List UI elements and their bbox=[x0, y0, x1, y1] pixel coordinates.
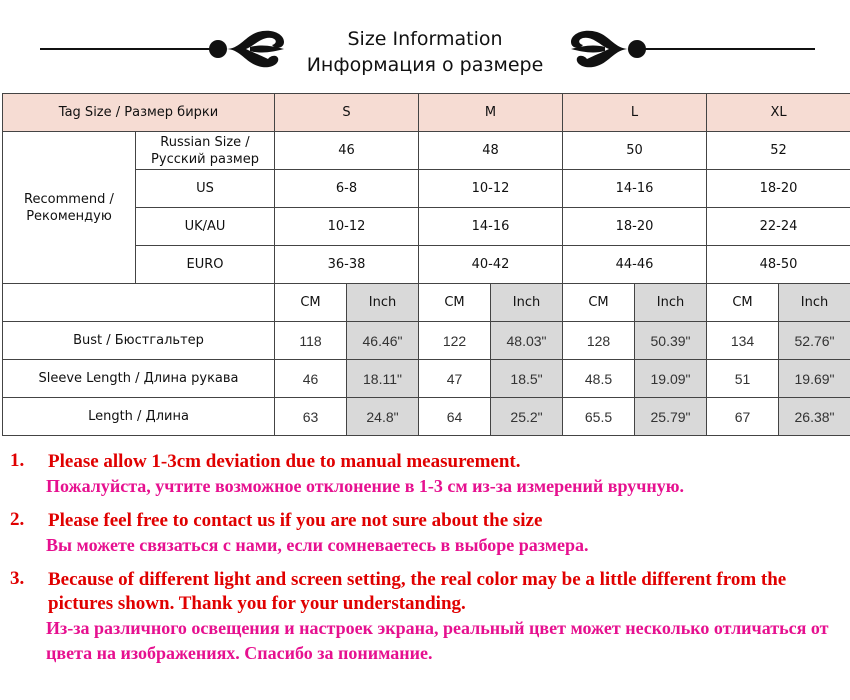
table-cell: 14-16 bbox=[419, 208, 563, 246]
table-cell: 18.5" bbox=[491, 360, 563, 398]
table-cell: 25.2" bbox=[491, 398, 563, 436]
table-cell: 18-20 bbox=[707, 170, 850, 208]
table-cell: 36-38 bbox=[275, 246, 419, 284]
table-cell: 6-8 bbox=[275, 170, 419, 208]
note-ru: Из-за различного освещения и настроек экрана, реальный цвет может несколько отличаться от цвета на изображениях. Спасибо за понимание. bbox=[46, 618, 829, 663]
tag-size-row bbox=[3, 94, 850, 132]
unit-cm: CM bbox=[563, 284, 635, 322]
table-cell: 14-16 bbox=[563, 170, 707, 208]
note-en: Please feel free to contact us if you are not sure about the size bbox=[48, 510, 543, 531]
size-xl: XL bbox=[707, 94, 850, 132]
unit-cm: CM bbox=[275, 284, 347, 322]
sleeve-label: Sleeve Length / Длина рукава bbox=[3, 360, 275, 398]
table-cell: 46.46" bbox=[347, 322, 419, 360]
table-cell: 52 bbox=[707, 132, 850, 170]
us-label: US bbox=[136, 170, 275, 208]
size-s: S bbox=[275, 94, 419, 132]
table-cell: 50.39" bbox=[635, 322, 707, 360]
length-label: Length / Длина bbox=[3, 398, 275, 436]
table-cell: 48.03" bbox=[491, 322, 563, 360]
table-cell: 65.5 bbox=[563, 398, 635, 436]
size-table bbox=[2, 93, 850, 436]
unit-inch: Inch bbox=[347, 284, 419, 322]
table-cell: 52.76" bbox=[779, 322, 850, 360]
table-cell: 46 bbox=[275, 360, 347, 398]
length-row bbox=[3, 398, 850, 436]
russian-size-label: Russian Size / Русский размер bbox=[136, 132, 275, 170]
table-cell: 18.11" bbox=[347, 360, 419, 398]
table-cell: 128 bbox=[563, 322, 635, 360]
euro-label: EURO bbox=[136, 246, 275, 284]
note-number: 2. bbox=[10, 509, 25, 530]
note-number: 3. bbox=[10, 568, 25, 589]
unit-inch: Inch bbox=[491, 284, 563, 322]
note-en: Because of different light and screen setting, the real color may be a little different from the pictures shown. Thank you for your understanding. bbox=[48, 569, 787, 614]
table-cell: 134 bbox=[707, 322, 779, 360]
table-cell: 19.09" bbox=[635, 360, 707, 398]
title-en: Size Information bbox=[347, 28, 503, 50]
note-2 bbox=[10, 509, 845, 558]
table-cell: 67 bbox=[707, 398, 779, 436]
table-cell: 63 bbox=[275, 398, 347, 436]
note-1 bbox=[10, 450, 845, 499]
sleeve-row bbox=[3, 360, 850, 398]
ornament-right-icon bbox=[555, 18, 815, 74]
table-cell: 10-12 bbox=[419, 170, 563, 208]
table-cell: 18-20 bbox=[563, 208, 707, 246]
table-cell: 48 bbox=[419, 132, 563, 170]
header bbox=[0, 0, 850, 88]
title-block bbox=[295, 26, 555, 78]
bust-row bbox=[3, 322, 850, 360]
note-ru: Вы можете связаться с нами, если сомневаетесь в выборе размера. bbox=[46, 535, 589, 555]
table-cell: 48-50 bbox=[707, 246, 850, 284]
table-cell: 24.8" bbox=[347, 398, 419, 436]
unit-cm: CM bbox=[707, 284, 779, 322]
table-cell: 50 bbox=[563, 132, 707, 170]
unit-cm: CM bbox=[419, 284, 491, 322]
table-cell: 10-12 bbox=[275, 208, 419, 246]
table-cell: 22-24 bbox=[707, 208, 850, 246]
table-cell: 47 bbox=[419, 360, 491, 398]
unit-inch: Inch bbox=[635, 284, 707, 322]
table-cell: 26.38" bbox=[779, 398, 850, 436]
unit-header-blank bbox=[3, 284, 275, 322]
bust-label: Bust / Бюстгальтер bbox=[3, 322, 275, 360]
note-ru: Пожалуйста, учтите возможное отклонение в 1-3 см из-за измерений вручную. bbox=[46, 476, 684, 496]
table-cell: 122 bbox=[419, 322, 491, 360]
title-ru: Информация о размере bbox=[306, 54, 544, 76]
unit-header-row bbox=[3, 284, 850, 322]
notes bbox=[10, 450, 845, 676]
table-cell: 51 bbox=[707, 360, 779, 398]
note-3 bbox=[10, 568, 845, 666]
russian-size-row bbox=[3, 132, 850, 170]
table-cell: 44-46 bbox=[563, 246, 707, 284]
ornament-left-icon bbox=[40, 18, 300, 74]
note-en: Please allow 1-3cm deviation due to manual measurement. bbox=[48, 451, 521, 472]
unit-inch: Inch bbox=[779, 284, 850, 322]
ukau-label: UK/AU bbox=[136, 208, 275, 246]
note-number: 1. bbox=[10, 450, 25, 471]
tag-size-label: Tag Size / Размер бирки bbox=[3, 94, 275, 132]
table-cell: 46 bbox=[275, 132, 419, 170]
size-l: L bbox=[563, 94, 707, 132]
table-cell: 64 bbox=[419, 398, 491, 436]
table-cell: 25.79" bbox=[635, 398, 707, 436]
table-cell: 40-42 bbox=[419, 246, 563, 284]
size-m: M bbox=[419, 94, 563, 132]
table-cell: 48.5 bbox=[563, 360, 635, 398]
table-cell: 118 bbox=[275, 322, 347, 360]
recommend-label: Recommend / Рекомендую bbox=[3, 132, 136, 284]
table-cell: 19.69" bbox=[779, 360, 850, 398]
